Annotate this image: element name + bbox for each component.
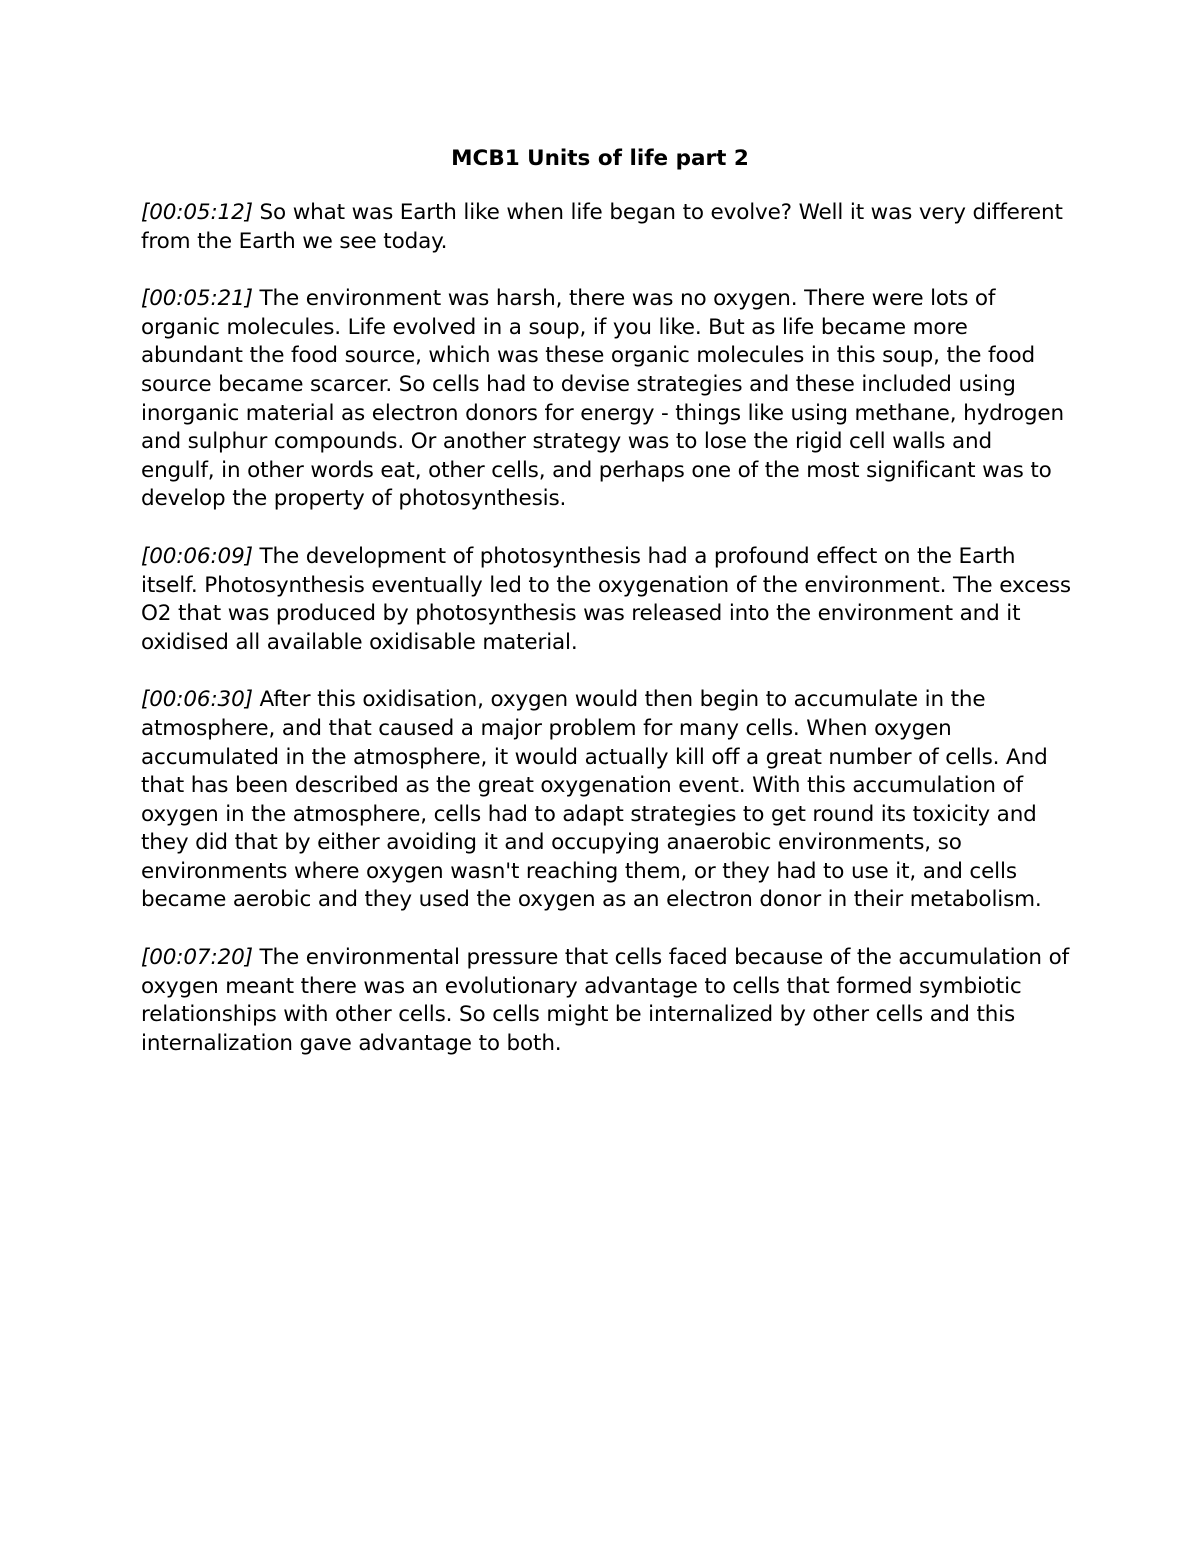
transcript-body <box>141 199 1071 1087</box>
transcript-paragraph <box>141 543 1071 657</box>
timestamp: [00:05:12] <box>141 200 253 225</box>
timestamp: [00:06:30] <box>141 687 253 713</box>
transcript-paragraph <box>141 686 1071 915</box>
transcript-paragraph <box>141 199 1071 256</box>
document-title: MCB1 Units of life part 2 <box>451 146 749 171</box>
timestamp: [00:06:09] <box>141 543 253 569</box>
paragraph-text: The environment was harsh, there was no oxygen. There were lots of organic molecules. Life evolved in a soup, if you like. But as life became more abundant the food source, which was these organic molecules in this soup, the food source became scarcer. So cells had to devise strategies and these included using inorganic material as electron donors for energy - things like using methane, hydrogen and sulphur compounds. Or another strategy was to lose the rigid cell walls and engulf, in other words eat, other cells, and perhaps one of the most significant was to develop the property of photosynthesis. <box>141 286 1064 512</box>
paragraph-text: The environmental pressure that cells faced because of the accumulation of oxygen meant there was an evolutionary advantage to cells that formed symbiotic relationships with other cells. So cells might be internalized by other cells and this internalization gave advantage to both. <box>141 945 1069 1056</box>
paragraph-text: So what was Earth like when life began to evolve? Well it was very different from the Earth we see today. <box>141 200 1063 254</box>
paragraph-text: After this oxidisation, oxygen would then begin to accumulate in the atmosphere, and that caused a major problem for many cells. When oxygen accumulated in the atmosphere, it would actually kill off a great number of cells. And that has been described as the great oxygenation event. With this accumulation of oxygen in the atmosphere, cells had to adapt strategies to get round its toxicity and they did that by either avoiding it and occupying anaerobic environments, so environments where oxygen wasn't reaching them, or they had to use it, and cells became aerobic and they used the oxygen as an electron donor in their metabolism. <box>141 687 1048 913</box>
paragraph-text: The development of photosynthesis had a profound effect on the Earth itself. Photosynthesis eventually led to the oxygenation of the environment. The excess O2 that was produced by photosynthesis was released into the environment and it oxidised all available oxidisable material. <box>141 543 1071 655</box>
timestamp: [00:05:21] <box>141 286 253 312</box>
transcript-paragraph <box>141 285 1071 514</box>
timestamp: [00:07:20] <box>141 945 253 971</box>
transcript-paragraph <box>141 944 1071 1058</box>
